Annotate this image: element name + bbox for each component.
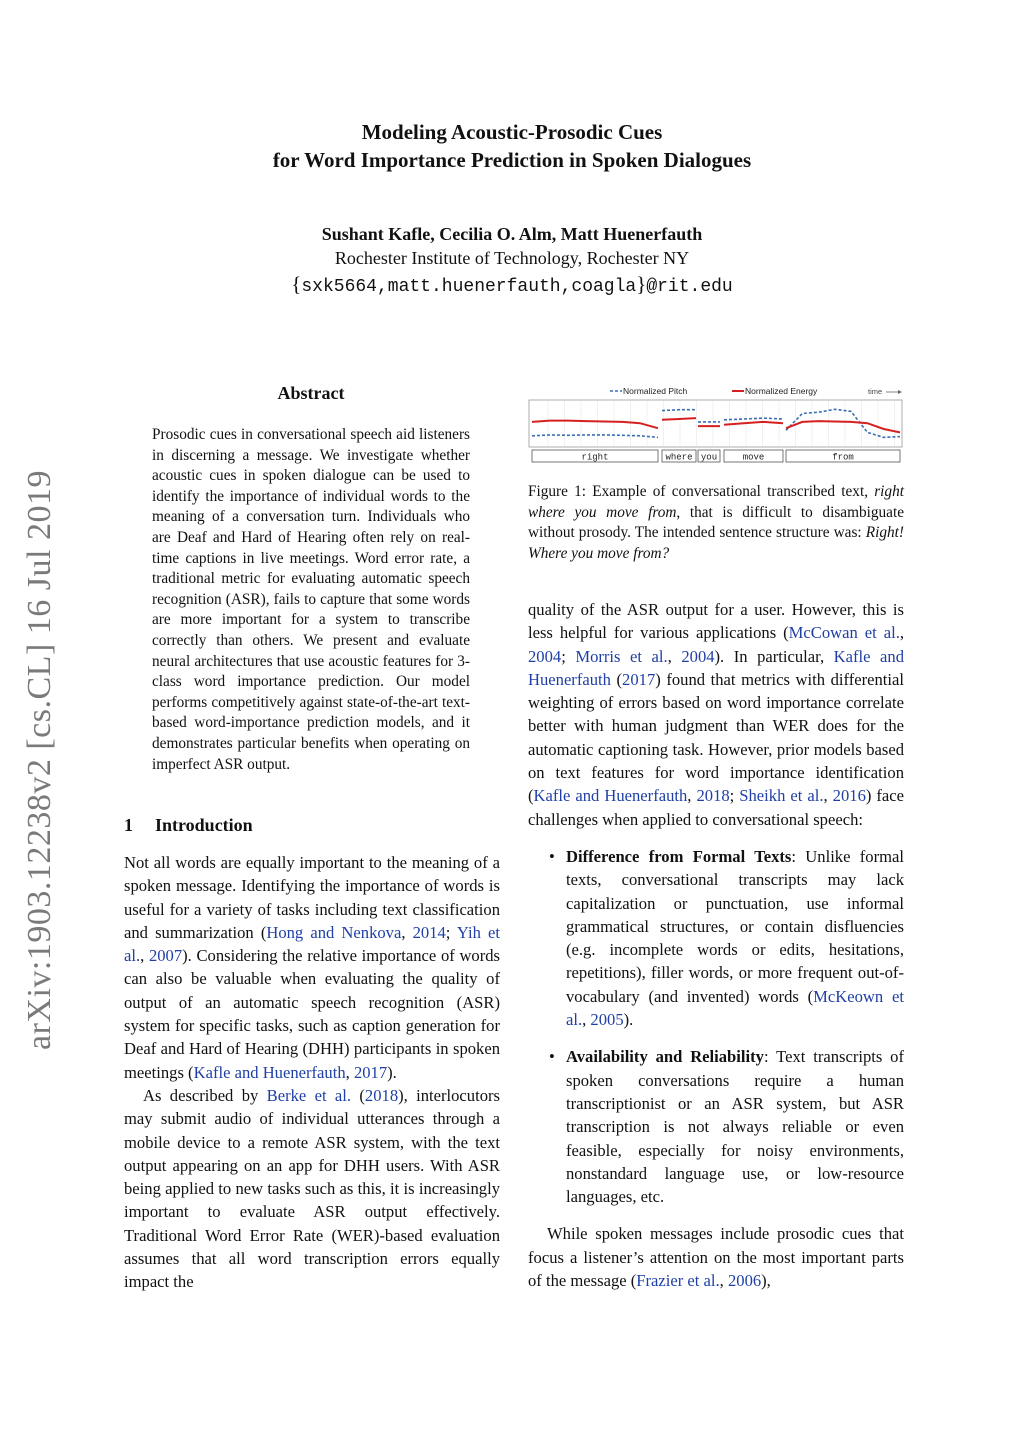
affiliation: Rochester Institute of Technology, Rochester NY: [334, 248, 690, 268]
arxiv-identifier: arXiv:1903.12238v2 [cs.CL] 16 Jul 2019: [21, 470, 58, 1050]
citation-year-link[interactable]: 2018: [696, 786, 730, 806]
citation-link[interactable]: Morris et al.: [575, 646, 668, 666]
email-brace-open: {: [291, 272, 302, 296]
citation-year-link[interactable]: 2004: [681, 646, 715, 666]
section-number: 1: [124, 815, 133, 835]
email-addresses: [0, 272, 1024, 297]
figure-1-caption: Figure 1: Example of conversational transcribed text, right where you move from, that is difficult to disambiguate without prosody. The intended sentence structure was: Right! Where you move from?: [528, 483, 904, 562]
citation-year-link[interactable]: 2006: [727, 1271, 762, 1291]
word-labels: [532, 450, 900, 463]
citation-year-link[interactable]: 2014: [412, 922, 446, 942]
citation-link[interactable]: Berke et al.: [266, 1085, 352, 1105]
plot-frame: [529, 400, 902, 447]
bullet-title: Difference from Formal Texts: [566, 846, 792, 866]
left-column-body: [124, 851, 500, 1294]
section-title: Introduction: [155, 815, 253, 835]
email-names: sxk5664,matt.huenerfauth,coagla: [301, 277, 637, 297]
word-label-move: move: [742, 452, 765, 463]
citation-year-link[interactable]: 2017: [622, 669, 656, 689]
citation-year-link[interactable]: 2004: [528, 646, 562, 666]
intro-paragraph-1: Not all words are equally important to the meaning of a spoken message. Identifying the importance of words is useful for a variety of tasks including text classification and summarization (Hong and Nenkova, 2014; Yih et al., 2007). Considering the relative importance of words can also be valuable when evaluating the quality of output of an automatic speech recognition (ASR) system for specific tasks, such as caption generation for Deaf and Hard of Hearing (DHH) participants in spoken meetings (Kafle and Huenerfauth, 2017).: [124, 853, 501, 1082]
citation-year-link[interactable]: 2017: [353, 1062, 388, 1082]
section-heading-introduction: [124, 815, 253, 836]
citation-link[interactable]: McCowan et al.: [788, 623, 900, 643]
caption-label: Figure 1:: [528, 483, 587, 500]
citation-year-link[interactable]: 2005: [590, 1010, 624, 1030]
intro-paragraph-2: As described by Berke et al. (2018), interlocutors may submit audio of individual utterances through a mobile device to a remote ASR system, with the text output appearing on an app for DHH users. With ASR being applied to new tasks such as this, it is increasingly important to evaluate ASR output effectively. Traditional Word Error Rate (WER)-based evaluation assumes that all word transcription errors equally impact the: [124, 1085, 500, 1292]
bullet-title: Availability and Reliability: [566, 1047, 764, 1067]
citation-link[interactable]: Kafle and Huenerfauth: [533, 786, 688, 806]
word-label-from: from: [832, 452, 854, 463]
citation-link[interactable]: McKeown et al.: [566, 986, 904, 1030]
prosody-chart: [528, 381, 904, 467]
figure-1: [528, 381, 904, 467]
list-item: • Availability and Reliability: Text transcripts of spoken conversations require a human transcriptionist or an ASR system, but ASR transcription is not always reliable or even feasible, especially for noisy environments, nonstandard language use, or low-resource languages, etc.: [549, 1047, 905, 1207]
citation-year-link[interactable]: 2016: [832, 786, 866, 806]
citation-link[interactable]: Frazier et al.: [636, 1271, 720, 1291]
word-label-you: you: [700, 452, 718, 463]
challenge-list: [528, 845, 904, 1208]
intro-paragraph-3: quality of the ASR output for a user. However, this is less helpful for various applications (McCowan et al., 2004; Morris et al., 2004). In particular, Kafle and Huenerfauth (2017) found that metrics with differential weighting of errors based on word importance correlate better with human judgment than WER does for the automatic captioning task. However, prior models based on text features for word importance identification (Kafle and Huenerfauth, 2018; Sheikh et al., 2016) face challenges when applied to conversational speech:: [528, 600, 905, 829]
legend-time-label: time: [868, 387, 883, 396]
paper-title-line-2: for Word Importance Prediction in Spoken Dialogues: [272, 148, 752, 172]
word-label-right: right: [581, 452, 609, 463]
list-item: • Difference from Formal Texts: Unlike formal texts, conversational transcripts may lack capitalization or punctuation, use informal grammatical structures, or contain disfluencies (e.g. incomplete words or edits, hesitations, repetitions), filler words, or more frequent out-of-vocabulary (and invented) words (McKeown et al., 2005).: [549, 846, 904, 1030]
abstract-text: Prosodic cues in conversational speech aid listeners in discerning a message. We investigate whether acoustic cues in spoken dialogue can be used to identify the importance of individual words to the meaning of a conversation turn. Individuals who are Deaf and Hard of Hearing often rely on real-time captions in live meetings. Word error rate, a traditional metric for evaluating automatic speech recognition (ASR), fails to capture that some words are more important for a system to transcribe correctly than others. We present and evaluate neural architectures that use acoustic features for 3-class word importance prediction. Our model performs competitively against state-of-the-art text-based word-importance prediction models, and it demonstrates particular benefits when operating on imperfect ASR output.: [152, 426, 470, 773]
citation-link[interactable]: Kafle and Huenerfauth: [193, 1062, 346, 1082]
authors: Sushant Kafle, Cecilia O. Alm, Matt Huenerfauth: [321, 224, 703, 244]
citation-year-link[interactable]: 2018: [364, 1085, 399, 1105]
legend-energy-label: Normalized Energy: [745, 386, 818, 396]
email-domain: @rit.edu: [646, 277, 733, 297]
abstract-heading: Abstract: [277, 383, 345, 403]
legend-pitch-label: Normalized Pitch: [623, 386, 688, 396]
bullet-icon: •: [549, 1047, 555, 1067]
paper-title-line-1: Modeling Acoustic-Prosodic Cues: [361, 120, 663, 144]
word-label-where: where: [665, 452, 693, 463]
intro-paragraph-4: While spoken messages include prosodic cues that focus a listener’s attention on the most important parts of the message (Frazier et al., 2006),: [528, 1224, 904, 1291]
email-brace-close: }: [636, 272, 647, 296]
time-arrow-icon: [898, 390, 902, 394]
right-column-body: [528, 598, 904, 1292]
citation-link[interactable]: Yih et al.: [124, 922, 500, 966]
citation-link[interactable]: Sheikh et al.: [739, 786, 824, 806]
bullet-icon: •: [549, 846, 555, 866]
citation-year-link[interactable]: 2007: [148, 946, 183, 966]
citation-link[interactable]: Hong and Nenkova: [266, 922, 402, 942]
citation-link[interactable]: Kafle and Huenerfauth: [528, 646, 905, 689]
